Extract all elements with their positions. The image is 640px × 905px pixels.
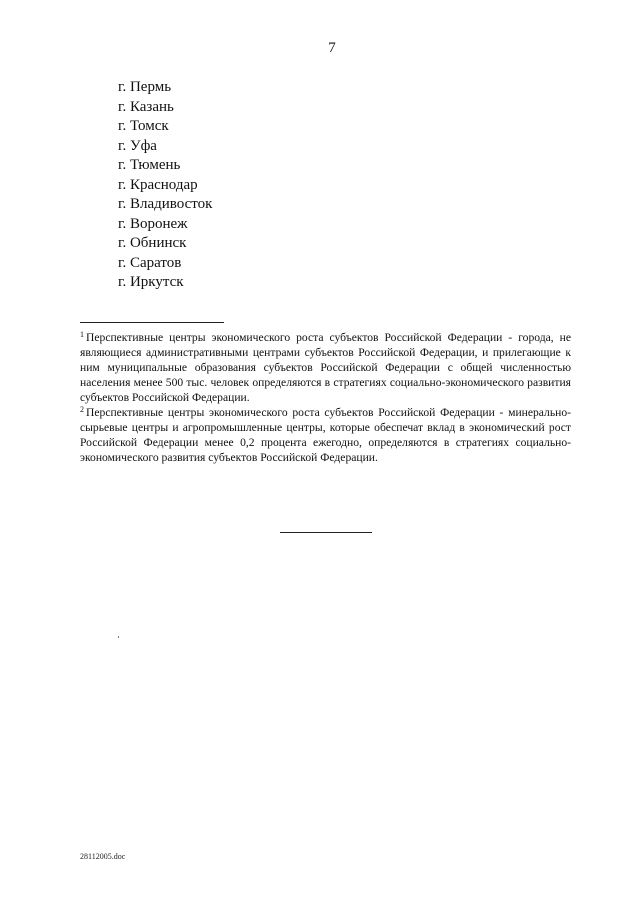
city-list-item: г. Воронеж xyxy=(118,215,188,232)
city-list-item: г. Уфа xyxy=(118,137,157,154)
footnotes xyxy=(80,330,571,465)
city-list-item: г. Саратов xyxy=(118,254,182,271)
footnote-marker: 2 xyxy=(80,405,84,414)
city-list-item: г. Иркутск xyxy=(118,274,184,290)
footnote-text: Перспективные центры экономического роста субъектов Российской Федерации - города, не являющиеся административными центрами субъектов Российской Федерации, и прилегающие к ним муниципальные образования субъектов Российской Федерации с общей численностью населения менее 500 тыс. человек определяются в стратегиях социально-экономического развития субъектов Российской Федерации. xyxy=(80,331,571,404)
city-list-item: г. Томск xyxy=(118,118,169,134)
end-of-document-line xyxy=(280,532,372,533)
footnote-marker: 1 xyxy=(80,330,84,339)
city-list-item: г. Казань xyxy=(118,98,174,115)
city-list-item: г. Краснодар xyxy=(118,176,198,193)
city-list-item: г. Пермь xyxy=(118,79,172,95)
city-list xyxy=(118,78,212,293)
page-number: 7 xyxy=(328,40,336,56)
scan-speck xyxy=(118,636,119,638)
footnote-separator xyxy=(80,322,224,323)
city-list-item: г. Тюмень xyxy=(118,157,181,173)
footnote-1 xyxy=(80,330,571,405)
city-list-item: г. Обнинск xyxy=(118,235,187,251)
city-list-item: г. Владивосток xyxy=(118,196,213,212)
footnote-2 xyxy=(80,405,571,465)
footnote-text: Перспективные центры экономического роста субъектов Российской Федерации - минерально-сырьевые центры и агропромышленные центры, которые обеспечат вклад в экономический рост Российской Федерации менее 0,2 процента ежегодно, определяются в стратегиях социально-экономического развития субъектов Российской Федерации. xyxy=(80,406,571,464)
document-file-code: 28112005.doc xyxy=(80,852,126,861)
